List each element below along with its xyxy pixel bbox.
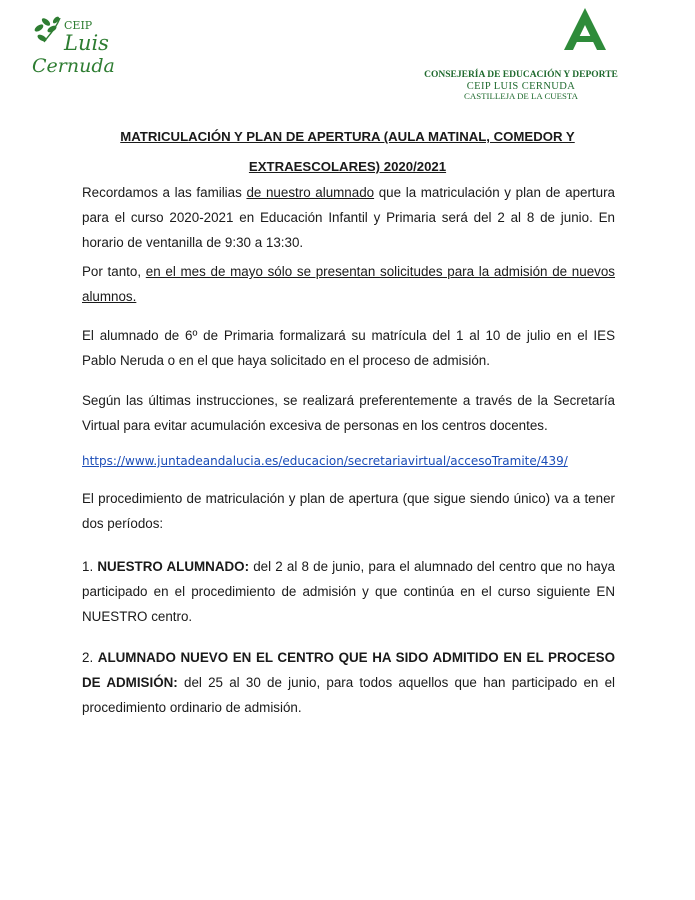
list-item-2 bbox=[82, 645, 615, 720]
list-item-1-number: 1. bbox=[82, 559, 98, 574]
list-item-2-label: ALUMNADO NUEVO EN EL CENTRO QUE HA SIDO ADMITIDO EN EL PROCESO DE ADMISIÓN: bbox=[82, 650, 615, 690]
title-line-2 bbox=[60, 152, 635, 182]
paragraph-4: Según las últimas instrucciones, se realizará preferentemente a través de la Secretaría Virtual para evitar acumulación excesiva de personas en los centros docentes. bbox=[82, 393, 615, 433]
letterhead bbox=[391, 70, 651, 102]
list-item-1 bbox=[82, 554, 615, 629]
paragraph-5: El procedimiento de matriculación y plan de apertura (que sigue siendo único) va a tener dos períodos: bbox=[82, 491, 615, 531]
letterhead-consejeria: CONSEJERÍA DE EDUCACIÓN Y DEPORTE bbox=[424, 70, 618, 80]
paragraph-2 bbox=[82, 259, 615, 309]
list-item-1-text: del 2 al 8 de junio, para el alumnado del centro que no haya participado en el procedimiento de admisión y que continúa en el curso siguiente EN NUESTRO centro. bbox=[82, 559, 615, 624]
link-paragraph bbox=[82, 448, 615, 474]
secretaria-virtual-link[interactable]: https://www.juntadeandalucia.es/educacion/secretariavirtual/accesoTramite/439/ bbox=[82, 454, 568, 468]
paragraph-2-underlined: en el mes de mayo sólo se presentan solicitudes para la admisión de nuevos alumnos. bbox=[82, 264, 615, 304]
document-title bbox=[60, 122, 635, 182]
list-item-2-number: 2. bbox=[82, 650, 98, 665]
andalucia-logo-icon bbox=[560, 6, 610, 52]
title-line-2-text: EXTRAESCOLARES) 2020/2021 bbox=[248, 159, 447, 174]
logo-luis-text: Luis bbox=[64, 31, 109, 55]
paragraph-1-underlined: de nuestro alumnado bbox=[246, 185, 375, 200]
logo-cernuda-text: Cernuda bbox=[32, 55, 115, 76]
paragraph-1-b: que la matriculación y plan de apertura para el curso 2020-2021 en Educación Infantil y Primaria será del 2 al 8 de junio. En horario de ventanilla de 9:30 a 13:30. bbox=[82, 185, 616, 250]
document-body bbox=[82, 180, 615, 730]
title-line-1: MATRICULACIÓN Y PLAN DE APERTURA (AULA MATINAL, COMEDOR Y bbox=[120, 129, 575, 144]
paragraph-1 bbox=[82, 180, 615, 255]
paragraph-3: El alumnado de 6º de Primaria formalizará su matrícula del 1 al 10 de julio en el IES Pablo Neruda o en el que haya solicitado en el proceso de admisión. bbox=[82, 328, 615, 368]
logo-ceip-text: CEIP bbox=[64, 19, 93, 32]
paragraph-2-a: Por tanto, bbox=[82, 264, 146, 279]
letterhead-town: CASTILLEJA DE LA CUESTA bbox=[464, 91, 578, 102]
letterhead-school: CEIP LUIS CERNUDA bbox=[466, 80, 576, 92]
paragraph-1-a: Recordamos a las familias bbox=[82, 185, 247, 200]
list-item-1-label: NUESTRO ALUMNADO: bbox=[97, 559, 250, 574]
ceip-luis-cernuda-logo bbox=[30, 14, 126, 76]
list-item-2-text: del 25 al 30 de junio, para todos aquellos que han participado en el procedimiento ordinario de admisión. bbox=[82, 675, 615, 715]
